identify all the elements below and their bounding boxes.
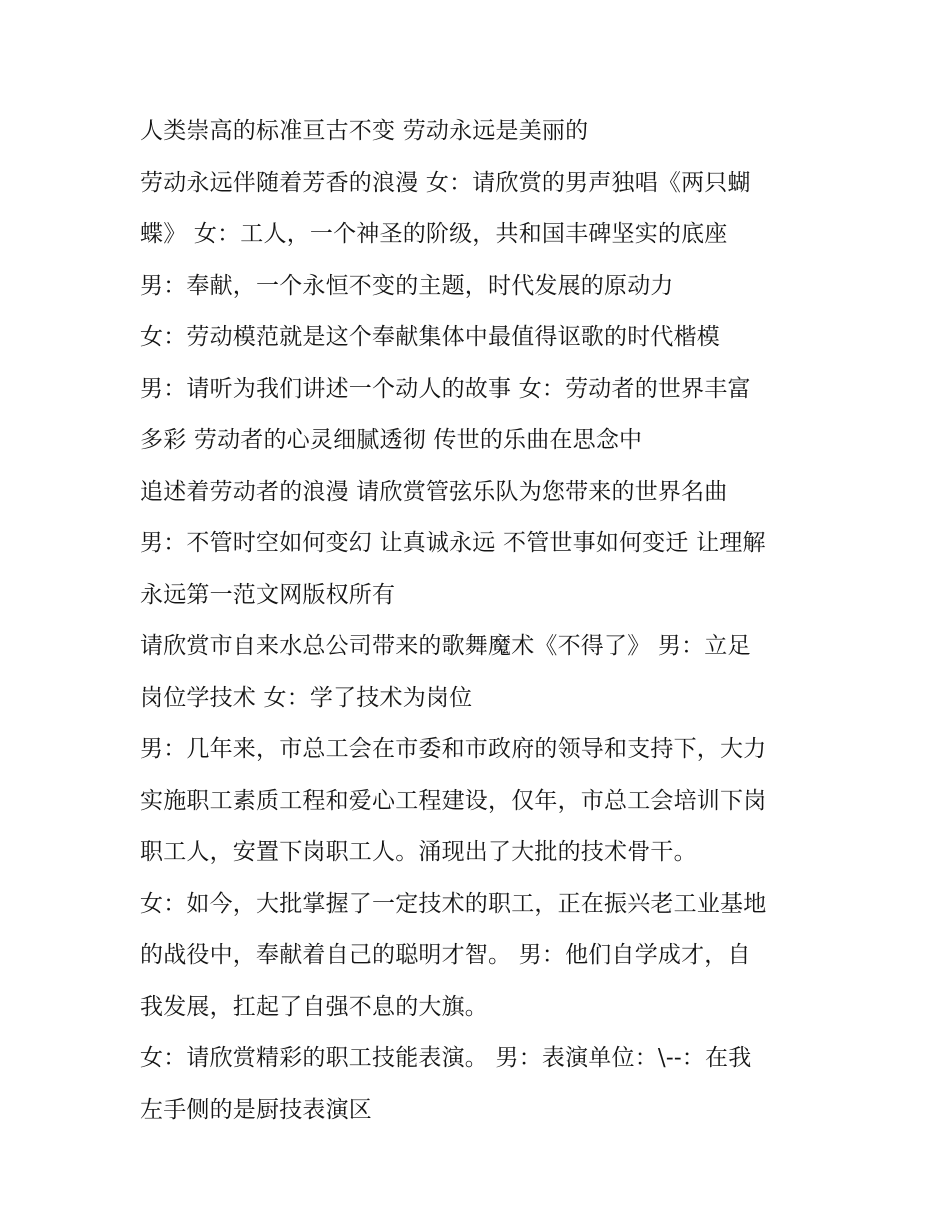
text-line: 追述着劳动者的浪漫 请欣赏管弦乐队为您带来的世界名曲 (140, 478, 728, 505)
text-line: 职工人，安置下岗职工人。涌现出了大批的技术骨干。 (140, 839, 697, 865)
document-body (140, 106, 830, 1136)
text-line: 我发展，扛起了自强不息的大旗。 (140, 993, 488, 1020)
text-line: 女：如今，大批掌握了一定技术的职工，正在振兴老工业基地 (140, 890, 767, 917)
text-line: 男：几年来，市总工会在市委和市政府的领导和支持下，大力 (140, 736, 767, 762)
text-line: 永远第一范文网版权所有 (140, 581, 396, 608)
text-line: 实施职工素质工程和爱心工程建设，仅年，市总工会培训下岗 (140, 787, 767, 814)
text-line: 女：请欣赏精彩的职工技能表演。 男：表演单位：\--：在我 (140, 1045, 752, 1071)
text-line: 男：奉献，一个永恒不变的主题，时代发展的原动力 (140, 272, 674, 299)
text-line: 蝶》 女：工人，一个神圣的阶级，共和国丰碑坚实的底座 (140, 221, 728, 247)
text-line: 左手侧的是厨技表演区 (140, 1096, 372, 1123)
text-line: 男：请听为我们讲述一个动人的故事 女：劳动者的世界丰富 (140, 375, 751, 402)
text-line: 请欣赏市自来水总公司带来的歌舞魔术《不得了》 男：立足 (140, 633, 751, 659)
text-line: 女：劳动模范就是这个奉献集体中最值得讴歌的时代楷模 (140, 324, 720, 350)
text-line: 人类崇高的标准亘古不变 劳动永远是美丽的 (140, 118, 589, 144)
text-line: 多彩 劳动者的心灵细腻透彻 传世的乐曲在思念中 (140, 427, 643, 453)
text-line: 的战役中，奉献着自己的聪明才智。 男：他们自学成才，自 (140, 942, 751, 968)
text-line: 岗位学技术 女：学了技术为岗位 (140, 684, 473, 711)
text-line: 男：不管时空如何变幻 让真诚永远 不管世事如何变迁 让理解 (140, 530, 766, 556)
text-line: 劳动永远伴随着芳香的浪漫 女：请欣赏的男声独唱《两只蝴 (140, 169, 751, 196)
